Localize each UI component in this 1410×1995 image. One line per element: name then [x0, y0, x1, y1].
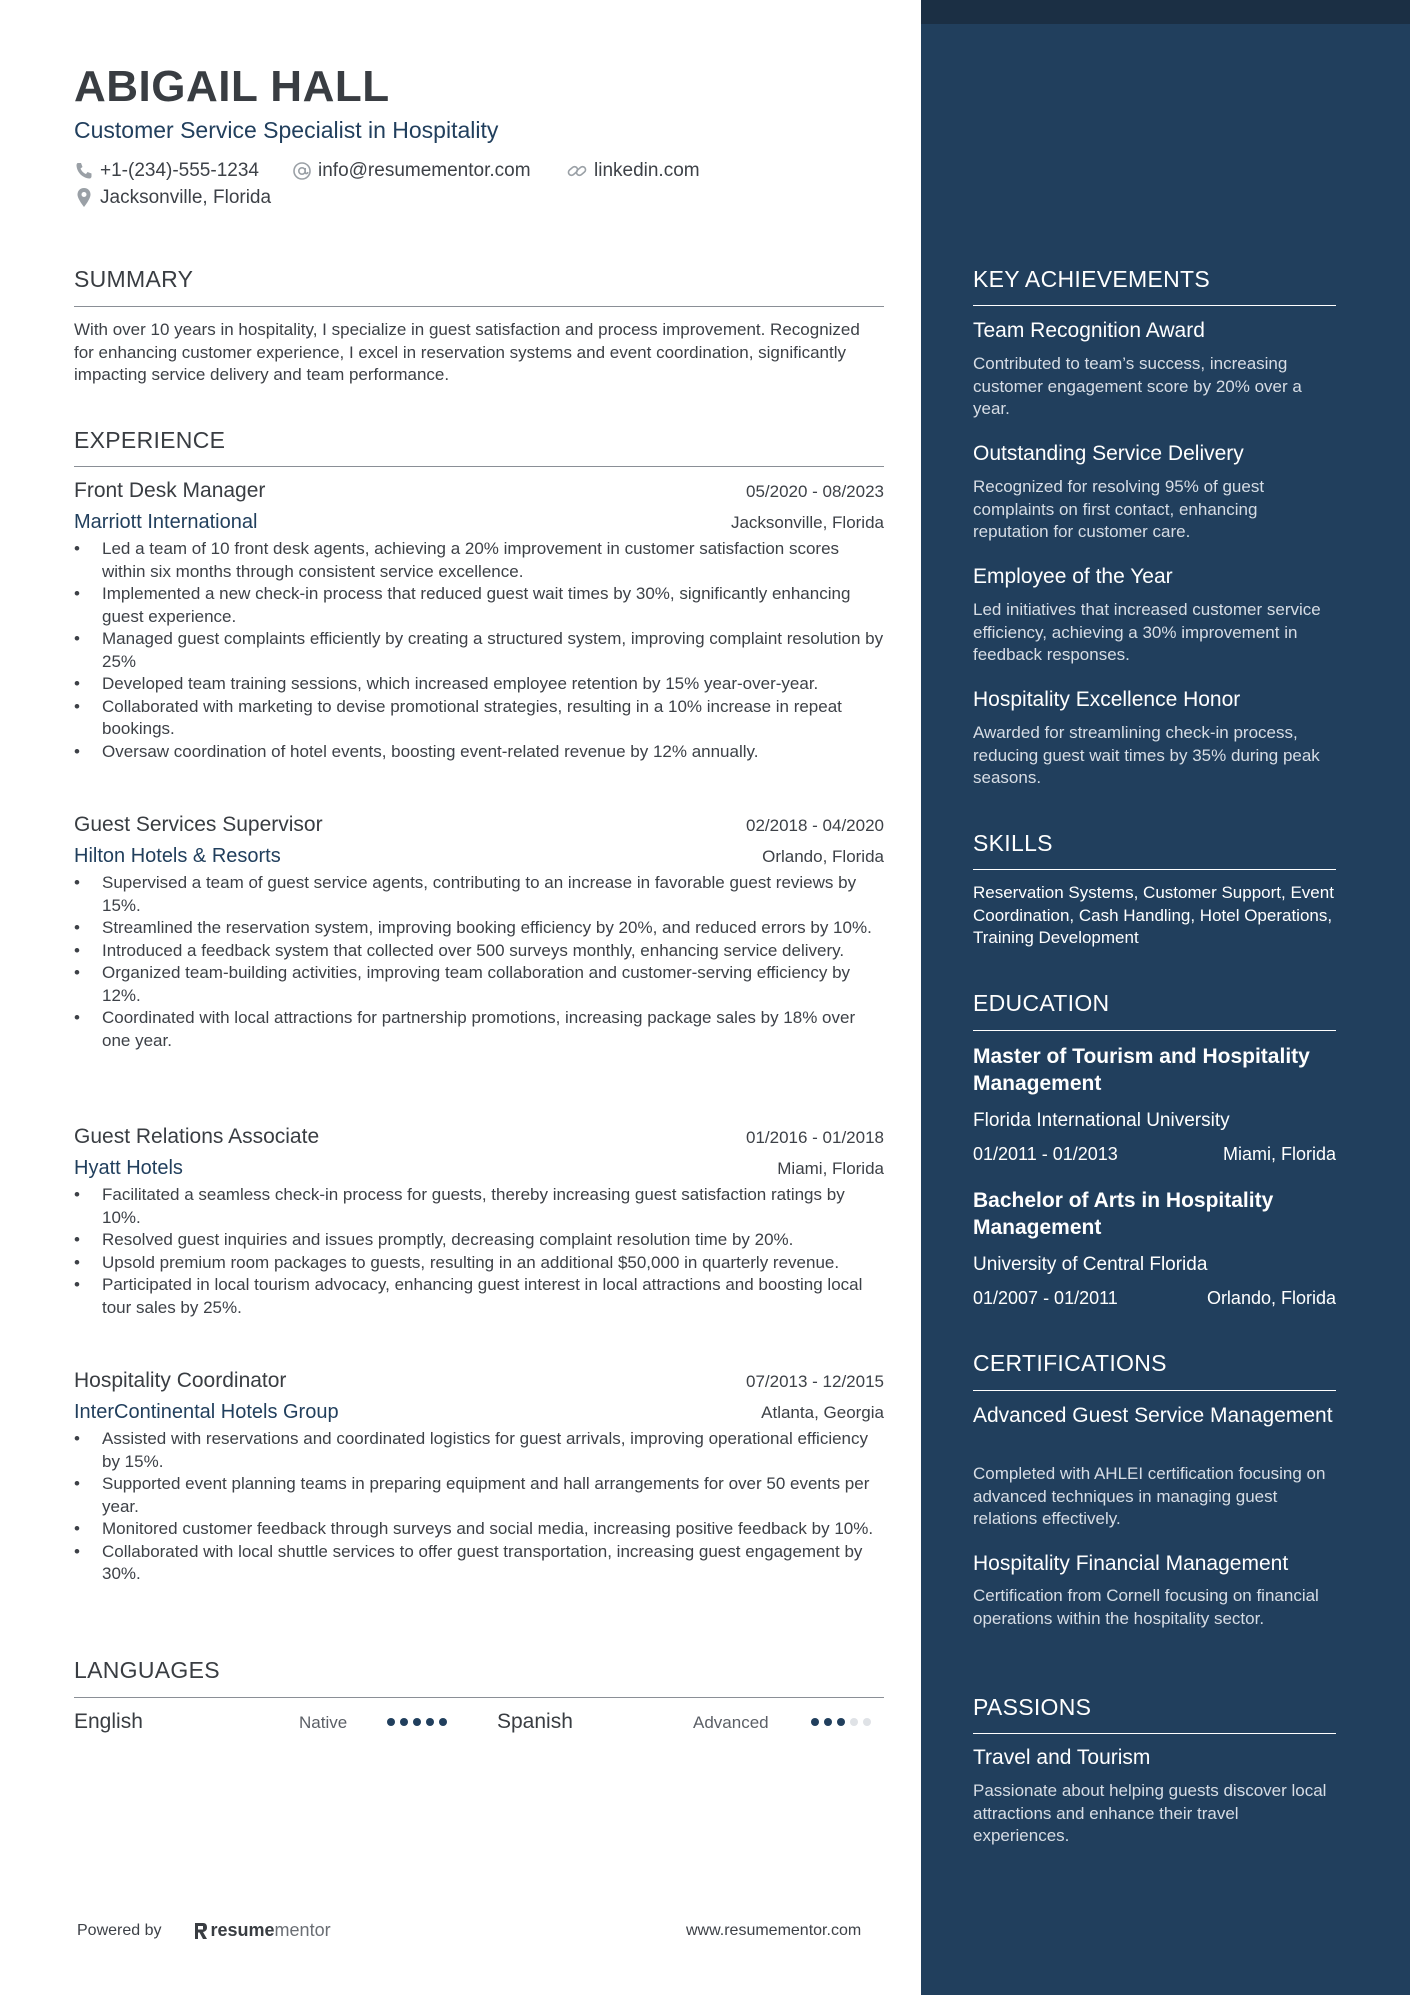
languages-divider — [74, 1697, 884, 1698]
achievement-text: Led initiatives that increased customer service efficiency, achieving a 30% improvement in feedback responses. — [973, 600, 1321, 664]
rating-dot-empty — [850, 1718, 858, 1726]
bullet-item: • Organized team-building activities, improving team collaboration and customer-serving efficiency by 12%. — [74, 962, 884, 1007]
location-pin-icon — [74, 187, 94, 209]
summary-divider — [74, 306, 884, 307]
achievement-text: Contributed to team’s success, increasing customer engagement score by 20% over a year. — [973, 354, 1302, 418]
candidate-title: Customer Service Specialist in Hospitality — [74, 117, 499, 143]
resumementor-logo-icon — [192, 1921, 208, 1941]
bullet-item: • Developed team training sessions, which increased employee retention by 15% year-over-year. — [74, 673, 884, 696]
rating-dot-empty — [863, 1718, 871, 1726]
summary-heading: SUMMARY — [74, 266, 194, 292]
language-name: English — [74, 1710, 143, 1733]
job-company: InterContinental Hotels Group — [74, 1401, 339, 1423]
education-degree: Master of Tourism and Hospitality Management — [973, 1045, 1310, 1095]
language-rating — [387, 1718, 447, 1726]
brand-name-light: mentor — [274, 1920, 331, 1940]
rating-dot-filled — [439, 1718, 447, 1726]
achievements-heading: KEY ACHIEVEMENTS — [973, 266, 1211, 292]
achievement-text: Awarded for streamlining check-in process, reducing guest wait times by 35% during peak seasons. — [973, 723, 1320, 787]
education-school: Florida International University — [973, 1110, 1230, 1131]
powered-by-label: Powered by — [77, 1921, 162, 1939]
experience-heading: EXPERIENCE — [74, 427, 226, 453]
certification-text: Certification from Cornell focusing on financial operations within the hospitality sector. — [973, 1586, 1319, 1628]
job-location: Atlanta, Georgia — [761, 1403, 884, 1422]
job-title: Hospitality Coordinator — [74, 1369, 287, 1392]
linkedin-text: linkedin.com — [594, 160, 700, 181]
candidate-name: ABIGAIL HALL — [74, 62, 390, 111]
education-location: Miami, Florida — [1222, 1144, 1336, 1164]
certification-title: Advanced Guest Service Management — [973, 1404, 1333, 1427]
job-title: Guest Services Supervisor — [74, 813, 323, 836]
education-location: Orlando, Florida — [1206, 1288, 1336, 1308]
brand-name-bold: resume — [210, 1920, 275, 1940]
bullet-item: • Supervised a team of guest service agents, contributing to an increase in favorable guest reviews by 15%. — [74, 872, 884, 917]
certification-text: Completed with AHLEI certification focusing on advanced techniques in managing guest relations effectively. — [973, 1464, 1326, 1528]
bullet-item: • Implemented a new check-in process that reduced guest wait times by 30%, significantly enhancing guest experience. — [74, 583, 884, 628]
job-dates: 01/2016 - 01/2018 — [745, 1128, 884, 1147]
job-location: Jacksonville, Florida — [730, 513, 884, 532]
sidebar — [921, 0, 1410, 1995]
bullet-item: • Oversaw coordination of hotel events, boosting event-related revenue by 12% annually. — [74, 741, 884, 764]
brand-logo[interactable] — [192, 1920, 331, 1941]
rating-dot-filled — [811, 1718, 819, 1726]
contact-phone — [74, 160, 259, 182]
sidebar-top-band — [921, 0, 1410, 24]
achievement-title: Employee of the Year — [973, 565, 1173, 588]
education-heading: EDUCATION — [973, 990, 1110, 1016]
rating-dot-filled — [387, 1718, 395, 1726]
language-level: Advanced — [693, 1713, 769, 1732]
job-bullets — [74, 1428, 884, 1586]
at-icon — [292, 161, 312, 181]
job-entry — [74, 1369, 884, 1586]
bullet-item: • Assisted with reservations and coordinated logistics for guest arrivals, improving operational efficiency by 15%. — [74, 1428, 884, 1473]
skills-heading: SKILLS — [973, 830, 1053, 856]
bullet-item: • Facilitated a seamless check-in process for guests, thereby increasing guest satisfaction ratings by 10%. — [74, 1184, 884, 1229]
bullet-item: • Introduced a feedback system that collected over 500 surveys monthly, enhancing service delivery. — [74, 940, 884, 963]
bullet-item: • Collaborated with marketing to devise promotional strategies, resulting in a 10% increase in repeat bookings. — [74, 696, 884, 741]
job-company: Hyatt Hotels — [74, 1157, 183, 1179]
passions-heading: PASSIONS — [973, 1694, 1092, 1720]
job-location: Miami, Florida — [777, 1159, 884, 1178]
achievement-title: Hospitality Excellence Honor — [973, 688, 1241, 711]
job-entry — [74, 813, 884, 1052]
bullet-item: • Monitored customer feedback through surveys and social media, increasing positive feedback by 10%. — [74, 1518, 884, 1541]
education-meta — [973, 1288, 1336, 1309]
education-divider — [973, 1030, 1336, 1031]
job-company: Hilton Hotels & Resorts — [74, 845, 281, 867]
certification-title: Hospitality Financial Management — [973, 1552, 1289, 1575]
job-title: Guest Relations Associate — [74, 1125, 320, 1148]
job-dates: 07/2013 - 12/2015 — [745, 1372, 884, 1391]
education-meta — [973, 1144, 1336, 1165]
job-bullets — [74, 1184, 884, 1319]
bullet-item: • Collaborated with local shuttle services to offer guest transportation, increasing guest engagement by 30%. — [74, 1541, 884, 1586]
job-title: Front Desk Manager — [74, 479, 266, 502]
education-school: University of Central Florida — [973, 1254, 1208, 1275]
bullet-item: • Coordinated with local attractions for partnership promotions, increasing package sales by 18% over one year. — [74, 1007, 884, 1052]
education-dates: 01/2007 - 01/2011 — [973, 1288, 1118, 1308]
phone-icon — [74, 161, 94, 181]
job-dates: 05/2020 - 08/2023 — [745, 482, 884, 501]
rating-dot-filled — [426, 1718, 434, 1726]
skills-text: Reservation Systems, Customer Support, Event Coordination, Cash Handling, Hotel Operations, Training Development — [973, 883, 1334, 947]
achievement-title: Team Recognition Award — [973, 319, 1205, 342]
footer-powered-by — [77, 1920, 331, 1941]
achievement-title: Outstanding Service Delivery — [973, 442, 1244, 465]
rating-dot-filled — [824, 1718, 832, 1726]
experience-divider — [74, 466, 884, 467]
rating-dot-filled — [413, 1718, 421, 1726]
bullet-item: • Streamlined the reservation system, improving booking efficiency by 20%, and reduced errors by 10%. — [74, 917, 884, 940]
bullet-item: • Upsold premium room packages to guests, resulting in an additional $50,000 in quarterly revenue. — [74, 1252, 884, 1275]
language-rating — [811, 1718, 871, 1726]
certifications-divider — [973, 1390, 1336, 1391]
job-entry — [74, 1125, 884, 1319]
contact-email[interactable] — [292, 160, 531, 182]
contact-location — [74, 187, 271, 209]
passion-title: Travel and Tourism — [973, 1746, 1151, 1769]
languages-heading: LANGUAGES — [74, 1657, 220, 1683]
achievements-divider — [973, 305, 1336, 306]
passion-text: Passionate about helping guests discover local attractions and enhance their travel experiences. — [973, 1781, 1327, 1845]
job-company: Marriott International — [74, 511, 258, 533]
language-name: Spanish — [497, 1710, 573, 1733]
education-dates: 01/2011 - 01/2013 — [973, 1144, 1118, 1164]
bullet-item: • Led a team of 10 front desk agents, achieving a 20% improvement in customer satisfaction scores within six months through consistent service excellence. — [74, 538, 884, 583]
bullet-item: • Resolved guest inquiries and issues promptly, decreasing complaint resolution time by 20%. — [74, 1229, 884, 1252]
footer-website[interactable]: www.resumementor.com — [686, 1922, 862, 1939]
job-bullets — [74, 538, 884, 763]
bullet-item: • Participated in local tourism advocacy, enhancing guest interest in local attractions and boosting local tour sales by 25%. — [74, 1274, 884, 1319]
job-entry — [74, 479, 884, 763]
certifications-heading: CERTIFICATIONS — [973, 1350, 1167, 1376]
language-level: Native — [299, 1713, 348, 1732]
location-text: Jacksonville, Florida — [100, 187, 272, 208]
link-icon — [566, 161, 588, 181]
job-dates: 02/2018 - 04/2020 — [745, 816, 884, 835]
email-text: info@resumementor.com — [318, 160, 531, 181]
phone-text: +1-(234)-555-1234 — [100, 160, 259, 181]
summary-text: With over 10 years in hospitality, I specialize in guest satisfaction and process improvement. Recognized for enhancing customer experience, I excel in reservation systems and event coordination, significantly impacting service delivery and team performance. — [74, 320, 860, 384]
bullet-item: • Managed guest complaints efficiently by creating a structured system, improving complaint resolution by 25% — [74, 628, 884, 673]
contact-linkedin[interactable] — [566, 160, 700, 182]
achievement-text: Recognized for resolving 95% of guest complaints on first contact, enhancing reputation for customer care. — [973, 477, 1265, 541]
job-location: Orlando, Florida — [762, 847, 884, 866]
rating-dot-filled — [837, 1718, 845, 1726]
skills-divider — [973, 869, 1336, 870]
bullet-item: • Supported event planning teams in preparing equipment and hall arrangements for over 50 events per year. — [74, 1473, 884, 1518]
job-bullets — [74, 872, 884, 1052]
rating-dot-filled — [400, 1718, 408, 1726]
passions-divider — [973, 1733, 1336, 1734]
education-degree: Bachelor of Arts in Hospitality Management — [973, 1189, 1274, 1239]
